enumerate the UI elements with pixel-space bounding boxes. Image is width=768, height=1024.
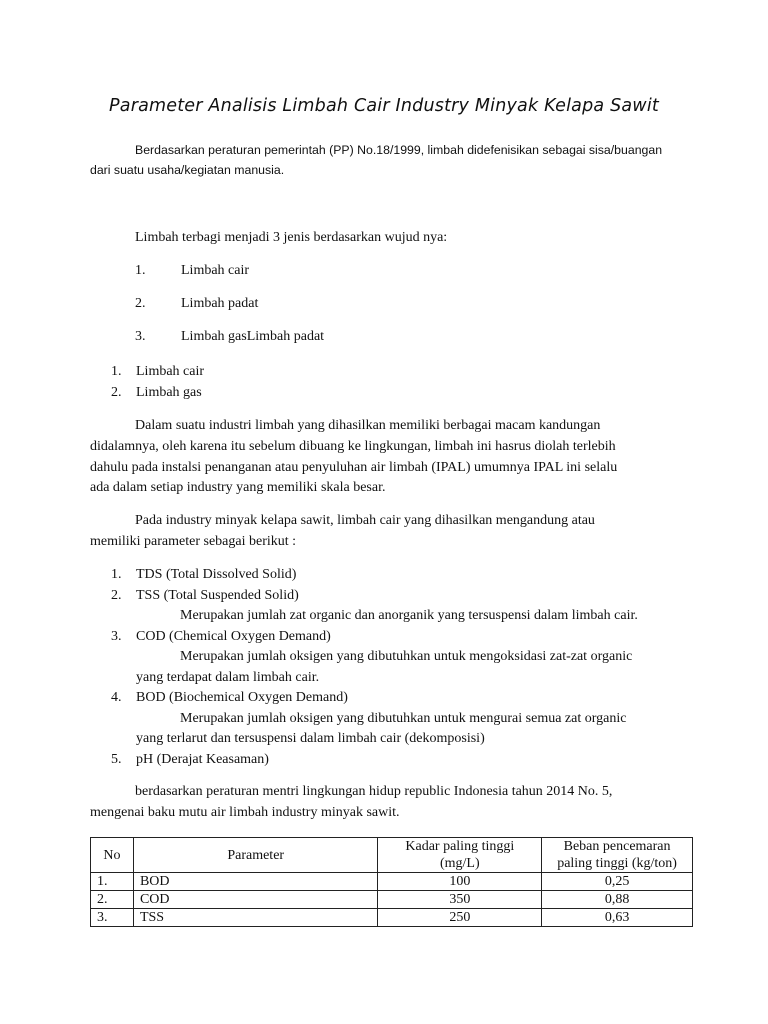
header-beban xyxy=(542,838,693,873)
list-item-number: 4. xyxy=(111,690,122,705)
cell-kadar: 100 xyxy=(378,873,542,891)
description-text: Merupakan jumlah zat organic dan anorganik yang tersuspensi dalam limbah cair. xyxy=(180,608,638,623)
cell-kadar: 250 xyxy=(378,909,542,927)
list-item-description xyxy=(136,729,736,750)
paragraph-line: Pada industry minyak kelapa sawit, limbah cair yang dihasilkan mengandung atau xyxy=(135,513,595,528)
list-item: Limbah gasLimbah padat xyxy=(181,329,325,344)
list-item-text: BOD (Biochemical Oxygen Demand) xyxy=(136,690,348,705)
list-item-tss xyxy=(111,586,711,607)
list-item-bod xyxy=(111,688,711,709)
cell-parameter: TSS xyxy=(133,909,378,927)
document-title: Parameter Analisis Limbah Cair Industry Minyak Kelapa Sawit xyxy=(109,96,659,116)
header-kadar xyxy=(378,838,542,873)
cell-beban: 0,25 xyxy=(542,873,693,891)
table-row xyxy=(91,909,693,927)
parameter-list xyxy=(111,565,711,770)
list-item-number: 1. xyxy=(111,567,122,582)
header-no: No xyxy=(91,838,134,873)
paragraph-line: memiliki parameter sebagai berikut : xyxy=(90,533,297,549)
list-item-text: TDS (Total Dissolved Solid) xyxy=(136,567,297,582)
list-item-text: Limbah gas xyxy=(136,384,202,400)
limbah-list xyxy=(111,362,671,403)
description-text: Merupakan jumlah oksigen yang dibutuhkan untuk mengoksidasi zat-zat organic xyxy=(180,649,633,664)
intro-line-2: dari suatu usaha/kegiatan manusia. xyxy=(90,163,285,177)
list-item-text: pH (Derajat Keasaman) xyxy=(136,751,269,767)
list-item-number: 3. xyxy=(111,628,122,644)
list-item: Limbah padat xyxy=(181,296,259,311)
header-beban-line1: Beban pencemaran xyxy=(563,839,671,854)
header-kadar-line2: (mg/L) xyxy=(439,856,480,871)
list-item-description xyxy=(136,668,736,689)
paragraph-parameter-intro xyxy=(90,511,690,553)
description-text: yang terlarut dan tersuspensi dalam limbah cair (dekomposisi) xyxy=(136,731,485,746)
cell-parameter: BOD xyxy=(133,873,378,891)
list-item xyxy=(111,362,671,383)
list-item-text: Limbah cair xyxy=(136,364,205,379)
cell-no: 1. xyxy=(91,873,134,891)
list-item-number: 2. xyxy=(135,296,146,311)
list-item-number: 2. xyxy=(111,384,122,400)
list-item-number: 2. xyxy=(111,587,122,603)
list-item: Limbah cair xyxy=(181,263,250,278)
paragraph-line: ada dalam setiap industry yang memiliki skala besar. xyxy=(90,480,386,496)
list-item xyxy=(111,383,671,404)
cell-beban: 0,88 xyxy=(542,891,693,909)
list-item-number: 1. xyxy=(111,364,122,379)
cell-kadar: 350 xyxy=(378,891,542,909)
list-item-cod xyxy=(111,627,711,648)
list-item-description xyxy=(90,647,690,668)
paragraph-line: didalamnya, oleh karena itu sebelum dibuang ke lingkungan, limbah ini hasrus diolah terlebih xyxy=(90,438,616,454)
header-beban-line2: paling tinggi (kg/ton) xyxy=(557,856,677,871)
table-row xyxy=(91,891,693,909)
table-header-row xyxy=(91,838,693,873)
description-text: Merupakan jumlah oksigen yang dibutuhkan untuk mengurai semua zat organic xyxy=(180,710,627,726)
cell-parameter: COD xyxy=(133,891,378,909)
table-row xyxy=(91,873,693,891)
list-item-text: COD (Chemical Oxygen Demand) xyxy=(136,628,331,644)
cell-beban: 0,63 xyxy=(542,909,693,927)
cell-no: 2. xyxy=(91,891,134,909)
baku-mutu-table xyxy=(90,837,693,927)
intro-line-1: Berdasarkan peraturan pemerintah (PP) No.18/1999, limbah didefenisikan sebagai sisa/buangan xyxy=(135,143,663,157)
header-kadar-line1: Kadar paling tinggi xyxy=(405,839,515,854)
list-item-ph xyxy=(111,750,711,771)
list-item-description xyxy=(90,606,690,627)
paragraph-ipal xyxy=(90,416,690,499)
list-item-description xyxy=(90,709,690,730)
cell-no: 3. xyxy=(91,909,134,927)
description-text: yang terdapat dalam limbah cair. xyxy=(136,669,320,685)
header-parameter: Parameter xyxy=(133,838,378,873)
list-item-text: TSS (Total Suspended Solid) xyxy=(136,587,299,603)
list-item-number: 5. xyxy=(111,751,122,767)
paragraph-line: berdasarkan peraturan mentri lingkungan hidup republic Indonesia tahun 2014 No. 5, xyxy=(135,784,613,799)
list-item-number: 1. xyxy=(135,263,146,278)
paragraph-regulation xyxy=(90,782,700,824)
jenis-heading: Limbah terbagi menjadi 3 jenis berdasarkan wujud nya: xyxy=(135,230,448,245)
list-item-tds xyxy=(111,565,711,586)
paragraph-line: mengenai baku mutu air limbah industry minyak sawit. xyxy=(90,804,400,820)
paragraph-line: Dalam suatu industri limbah yang dihasilkan memiliki berbagai macam kandungan xyxy=(135,418,601,433)
list-item-number: 3. xyxy=(135,329,146,344)
paragraph-line: dahulu pada instalsi penanganan atau penyuluhan air limbah (IPAL) umumnya IPAL ini selalu xyxy=(90,459,618,475)
